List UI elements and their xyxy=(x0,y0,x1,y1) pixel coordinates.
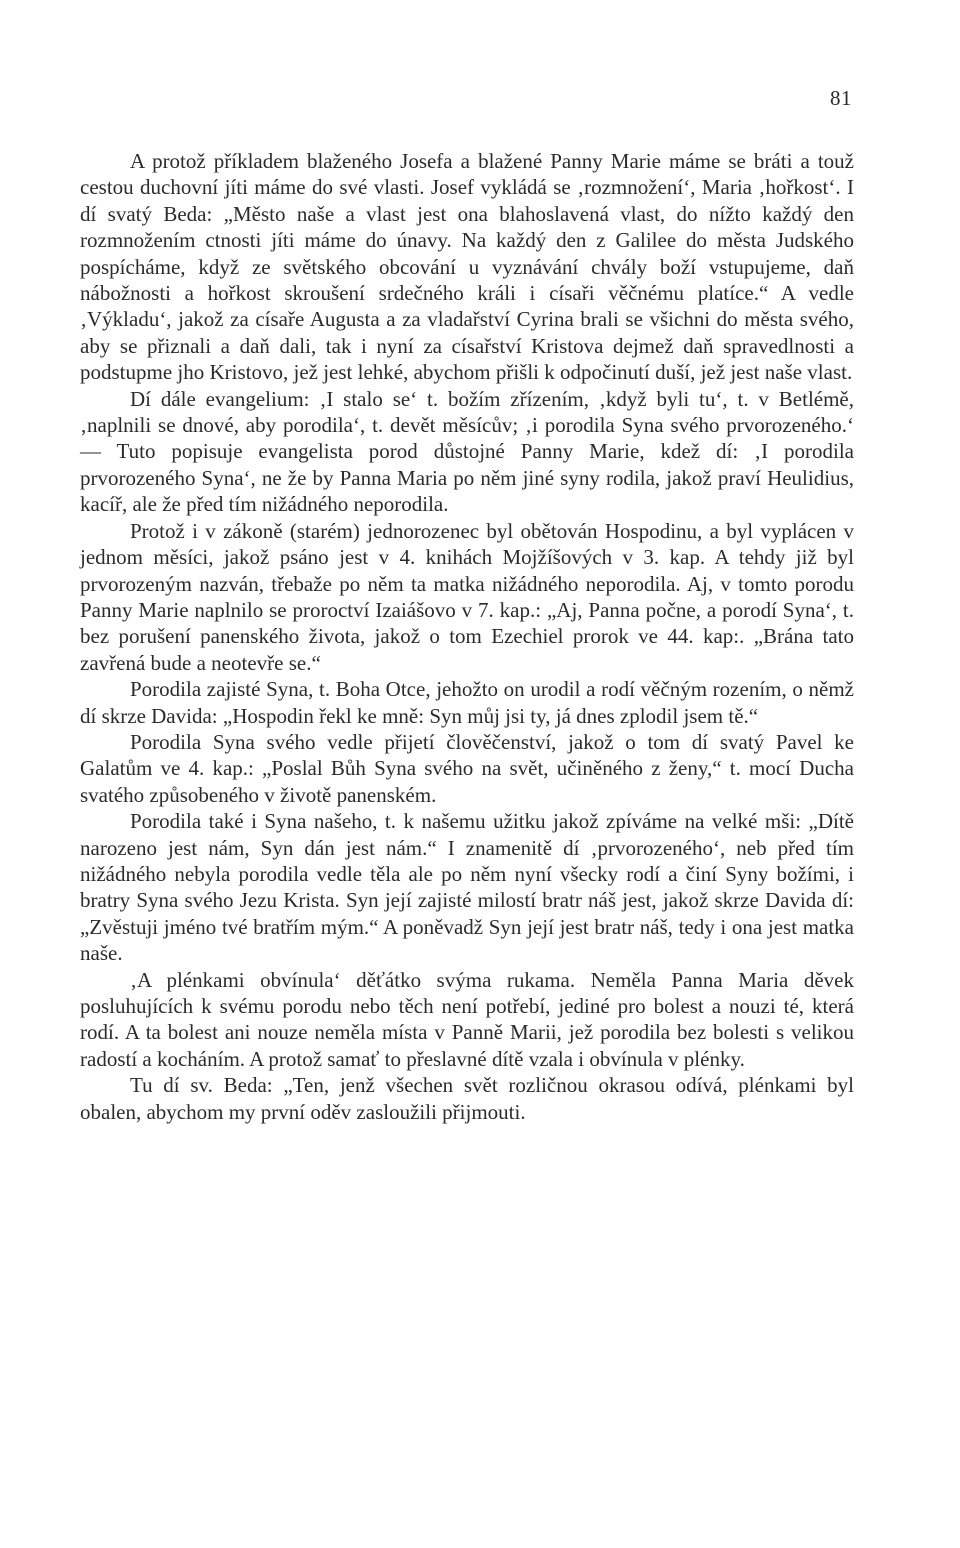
paragraph: A protož příkladem blaženého Josefa a blažené Panny Marie máme se bráti a touž cestou duchovní jíti máme do své vlasti. Josef vykládá se ‚rozmnožení‘, Maria ‚hořkost‘. I dí svatý Beda: „Město naše a vlast jest ona blahoslavená vlast, do nížto každý den rozmnožením ctnosti jíti máme do únavy. Na každý den z Galilee do města Judského pospícháme, když ze světského obcování u vyznávání chvály boží vstupujeme, daň nábožnosti a hořkost skroušení srdečného králi i císaři věčnému platíce.“ A vedle ‚Výkladu‘, jakož za císaře Augusta a za vladařství Cyrina brali se všichni do města svého, aby se přiznali a daň dali, tak i nyní za císařství Kristova dejmež daň spravedlnosti a podstupme jho Kristovo, jež jest lehké, abychom přišli k odpočinutí duší, jež jest naše vlast. xyxy=(80,149,854,385)
paragraph: Porodila Syna svého vedle přijetí člověčenství, jakož o tom dí svatý Pavel ke Galatům ve 4. kap.: „Poslal Bůh Syna svého na svět, učiněného z ženy,“ t. mocí Ducha svatého způsobeného v životě panenském. xyxy=(80,729,854,807)
paragraph: Porodila zajisté Syna, t. Boha Otce, jehožto on urodil a rodí věčným rozením, o němž dí skrze Davida: „Hospodin řekl ke mně: Syn můj jsi ty, já dnes zplodil jsem tě.“ xyxy=(80,677,854,728)
paragraph: Protož i v zákoně (starém) jednorozenec byl obětován Hospodinu, a byl vyplácen v jednom měsíci, jakož psáno jest v 4. knihách Mojžíšových v 3. kap. A tehdy již byl prvorozeným nazván, třebaže po něm ta matka nižádného neporodila. Aj, v tomto porodu Panny Marie naplnilo se proroctví Izaiášovo v 7. kap.: „Aj, Panna počne, a porodí Syna‘, t. bez porušení panenského života, jakož o tom Ezechiel prorok ve 44. kap:. „Brána tato zavřená bude a neotevře se.“ xyxy=(80,518,854,675)
paragraph: ‚A plénkami obvínula‘ děťátko svýma rukama. Neměla Panna Maria děvek posluhujících k svému porodu nebo těch není potřebí, jediné pro bolest a nouzi té, která rodí. A ta bolest ani nouze neměla místa v Panně Marii, jež porodila bez bolesti s velikou radostí a kocháním. A protož samať to přeslavné dítě vzala i obvínula v plénky. xyxy=(80,967,854,1071)
paragraph: Tu dí sv. Beda: „Ten, jenž všechen svět rozličnou okrasou odívá, plénkami byl obalen, abychom my první oděv zasloužili přijmouti. xyxy=(80,1073,854,1124)
page-number: 81 xyxy=(830,86,852,110)
body-text xyxy=(80,148,854,1125)
paragraph: Porodila také i Syna našeho, t. k našemu užitku jakož zpíváme na velké mši: „Dítě narozeno jest nám, Syn dán jest nám.“ I znamenitě dí ‚prvorozeného‘, neb před tím nižádného nebyla porodila vedle těla ale po něm nyní všecky rodí a činí Syny božími, i bratry Syna svého Jezu Krista. Syn její zajisté milostí bratr náš jest, jakož skrze Davida dí: „Zvěstuji jméno tvé bratřím mým.“ A poněvadž Syn její jest bratr náš, tedy i ona jest matka naše. xyxy=(80,809,854,966)
paragraph: Dí dále evangelium: ‚I stalo se‘ t. božím zřízením, ‚když byli tu‘, t. v Betlémě, ‚naplnili se dnové, aby porodila‘, t. devět měsícův; ‚i porodila Syna svého prvorozeného.‘ — Tuto popisuje evangelista porod důstojné Panny Marie, kdež dí: ‚I porodila prvorozeného Syna‘, ne že by Panna Maria po něm jiné syny rodila, jakož praví Heulidius, kacíř, ale že před tím nižádného neporodila. xyxy=(80,386,854,517)
